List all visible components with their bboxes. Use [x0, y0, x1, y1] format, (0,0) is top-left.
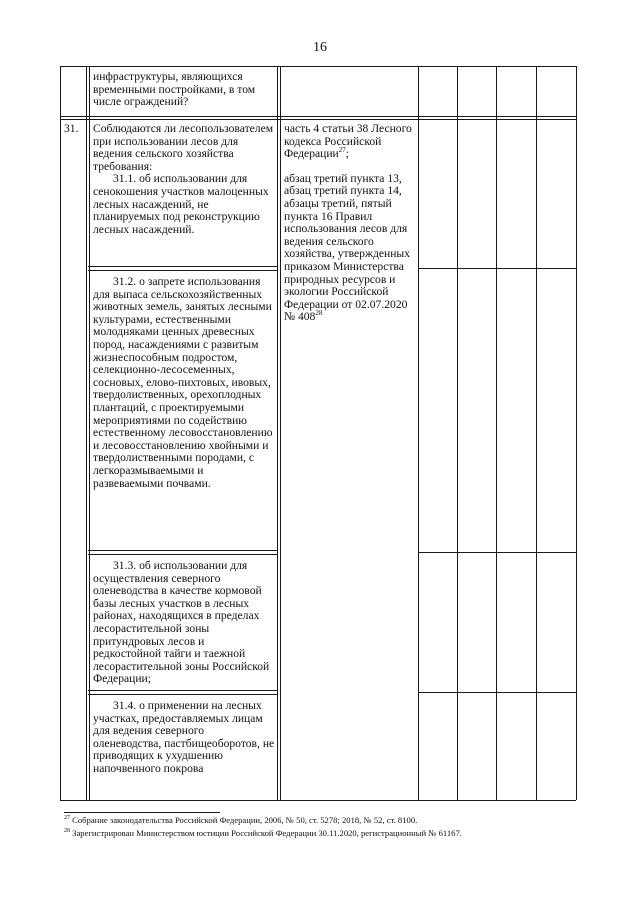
sub-cell-divider — [88, 550, 278, 551]
page-number: 16 — [313, 40, 327, 55]
requirement-cell — [93, 123, 275, 236]
prev-row-requirement: инфраструктуры, являющихся временными постройками, в том числе ограждений? — [93, 70, 256, 109]
requirement-sub-cell — [93, 700, 275, 776]
right-cell-divider — [418, 692, 576, 693]
footnote: $^{27}$ Собрание законодательства Российской Федерации, 2006, № 50, ст. 5278; 2018, № 52, ст. 8100. — [64, 815, 418, 825]
column-divider — [277, 66, 278, 800]
column-divider — [536, 66, 537, 800]
column-divider — [418, 66, 419, 800]
footnote-mark: 28 — [315, 309, 323, 318]
requirement-intro: Соблюдаются ли лесопользователем при использовании лесов для ведения сельского хозяйства требования: — [93, 122, 274, 173]
legal-reference-cell — [284, 123, 416, 324]
row-divider — [60, 116, 576, 117]
column-divider — [496, 66, 497, 800]
row-number: 31. — [64, 122, 79, 135]
table-right-border — [576, 66, 577, 800]
column-divider — [89, 66, 90, 800]
sub-cell-divider — [88, 270, 278, 271]
sub-cell-divider — [88, 266, 278, 267]
sub-item-31-2: 31.2. о запрете использования для выпаса сельскохозяйственных животных земель, занятых лесными культурами, естественными молодняками ценных древесных пород, насаждениями с развитым жизнеспособным подростом, селекционно-лесосеменных, сосновых, елово-пихтовых, ивовых, твердолиственных, орехоплодных плантаций, с проектируемыми мероприятиями по содействию естественному лесовосстановлению и лесовосстановлению хвойными и твердолиственными породами, с легкоразмываемыми и развеваемыми почвами. — [93, 275, 273, 490]
sub-cell-divider — [88, 694, 278, 695]
row-divider — [60, 119, 576, 120]
table-bottom-border — [60, 800, 576, 801]
footnote-mark: 27 — [338, 146, 346, 155]
legal-reference-1: часть 4 статьи 38 Лесного кодекса Российской Федерации$^{27}$; — [284, 122, 412, 161]
sub-cell-divider — [88, 554, 278, 555]
sub-item-31-3: 31.3. об использовании для осуществления северного оленеводства в качестве кормовой базы лесных участков в лесных районах, находящихся в пределах лесорастительной зоны притундровых лесов и редкостойной тайги и таежной лесорастительной зоны Российской Федерации; — [93, 559, 270, 686]
right-cell-divider — [418, 268, 576, 269]
table-left-border — [60, 66, 61, 800]
table-top-border — [60, 66, 576, 67]
sub-item-31-4: 31.4. о применении на лесных участках, предоставляемых лицам для ведения северного оленеводства, пастбищеоборотов, не приводящих к ухудшению напочвенного покрова — [93, 699, 275, 775]
sub-item-31-1: 31.1. об использовании для сенокошения участков малоценных лесных насаждений, не планируемых под реконструкцию лесных насаждений. — [93, 172, 269, 236]
footnote: $^{28}$ Зарегистрирован Министерством юстиции Российской Федерации 30.11.2020, регистрационный № 61167. — [64, 828, 462, 838]
requirement-sub-cell — [93, 276, 275, 490]
sub-cell-divider — [88, 690, 278, 691]
requirement-sub-cell — [93, 560, 275, 686]
right-cell-divider — [418, 552, 576, 553]
legal-reference-2: абзац третий пункта 13, абзац третий пункта 14, абзацы третий, пятый пункта 16 Правил использования лесов для ведения сельского хозяйства, утвержденных приказом Министерства природных ресурсов и экологии Российской Федерации от 02.07.2020 № $408^{28}$ — [284, 171, 411, 324]
footnote-separator — [64, 812, 220, 813]
column-divider — [457, 66, 458, 800]
column-divider — [280, 66, 281, 800]
column-divider — [86, 66, 87, 800]
